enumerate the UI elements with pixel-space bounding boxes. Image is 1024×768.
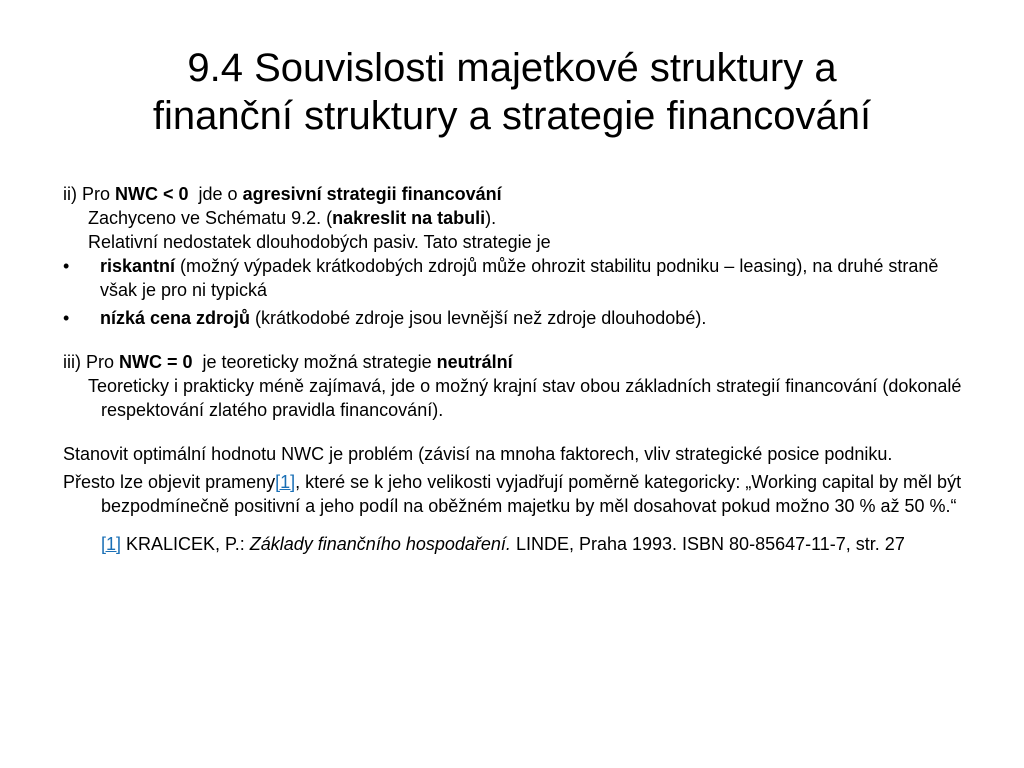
title-line-1: 9.4 Souvislosti majetkové struktury a bbox=[187, 46, 837, 90]
draw-on-board: nakreslit na tabuli bbox=[332, 208, 486, 228]
paragraph-theoretical bbox=[63, 374, 963, 422]
paragraph-optimal-nwc: Stanovit optimální hodnotu NWC je problém (závisí na mnoha faktorech, vliv strategické posice podniku. bbox=[63, 444, 893, 464]
footnote-ref-link[interactable]: [1] bbox=[101, 534, 122, 554]
footnote bbox=[63, 532, 963, 556]
nwc-equals-zero: NWC = 0 bbox=[119, 352, 193, 372]
text: KRALICEK, P.: bbox=[121, 534, 250, 554]
slide-body bbox=[63, 182, 963, 556]
text: LINDE, Praha 1993. ISBN 80-85647-11-7, str. 27 bbox=[510, 534, 905, 554]
title-line-2: finanční struktury a strategie financování bbox=[152, 94, 872, 138]
neutral: neutrální bbox=[436, 352, 513, 372]
low-cost: nízká cena zdrojů bbox=[100, 308, 251, 328]
text: Přesto lze objevit prameny bbox=[63, 472, 276, 492]
text: Teoreticky i prakticky méně zajímavá, jde o možný krajní stav obou základních strategií financování (dokonalé respektování zlatého pravidla financování). bbox=[88, 376, 962, 420]
text: ). bbox=[485, 208, 497, 228]
paragraph-scheme-ref bbox=[63, 206, 963, 230]
bullet-item bbox=[63, 254, 963, 302]
risky: riskantní bbox=[100, 256, 176, 276]
slide-title bbox=[0, 44, 1024, 140]
paragraph-sources bbox=[63, 470, 963, 518]
spacer bbox=[63, 330, 963, 350]
spacer bbox=[63, 518, 963, 532]
text: (krátkodobé zdroje jsou levnější než zdroje dlouhodobé). bbox=[250, 308, 707, 328]
paragraph-relative-deficit: Relativní nedostatek dlouhodobých pasiv. Tato strategie je bbox=[88, 232, 551, 252]
footnote-ref-link[interactable]: [1] bbox=[275, 472, 296, 492]
text: (možný výpadek krátkodobých zdrojů může ohrozit stabilitu podniku – leasing), na druhé straně však je pro ni typická bbox=[100, 256, 939, 300]
text: , které se k jeho velikosti vyjadřují poměrně kategoricky: „Working capital by měl být bezpodmínečně positivní a jeho podíl na oběžném majetku by měl dosahovat pokud možno 30 % až 50 %.“ bbox=[101, 472, 962, 516]
book-title: Základy finančního hospodaření. bbox=[249, 534, 511, 554]
text: ii) Pro bbox=[63, 184, 116, 204]
bullet-item bbox=[63, 306, 963, 330]
bullet-icon: • bbox=[63, 308, 70, 328]
bullet-icon: • bbox=[63, 256, 70, 276]
nwc-less-than-zero: NWC < 0 bbox=[115, 184, 189, 204]
paragraph-nwc-negative bbox=[63, 182, 963, 206]
text: iii) Pro bbox=[63, 352, 120, 372]
text: Zachyceno ve Schématu 9.2. ( bbox=[88, 208, 333, 228]
text: je teoreticky možná strategie bbox=[192, 352, 437, 372]
text: jde o bbox=[188, 184, 243, 204]
paragraph-nwc-zero bbox=[63, 350, 963, 374]
aggressive-strategy: agresivní strategii financování bbox=[242, 184, 502, 204]
spacer bbox=[63, 422, 963, 442]
